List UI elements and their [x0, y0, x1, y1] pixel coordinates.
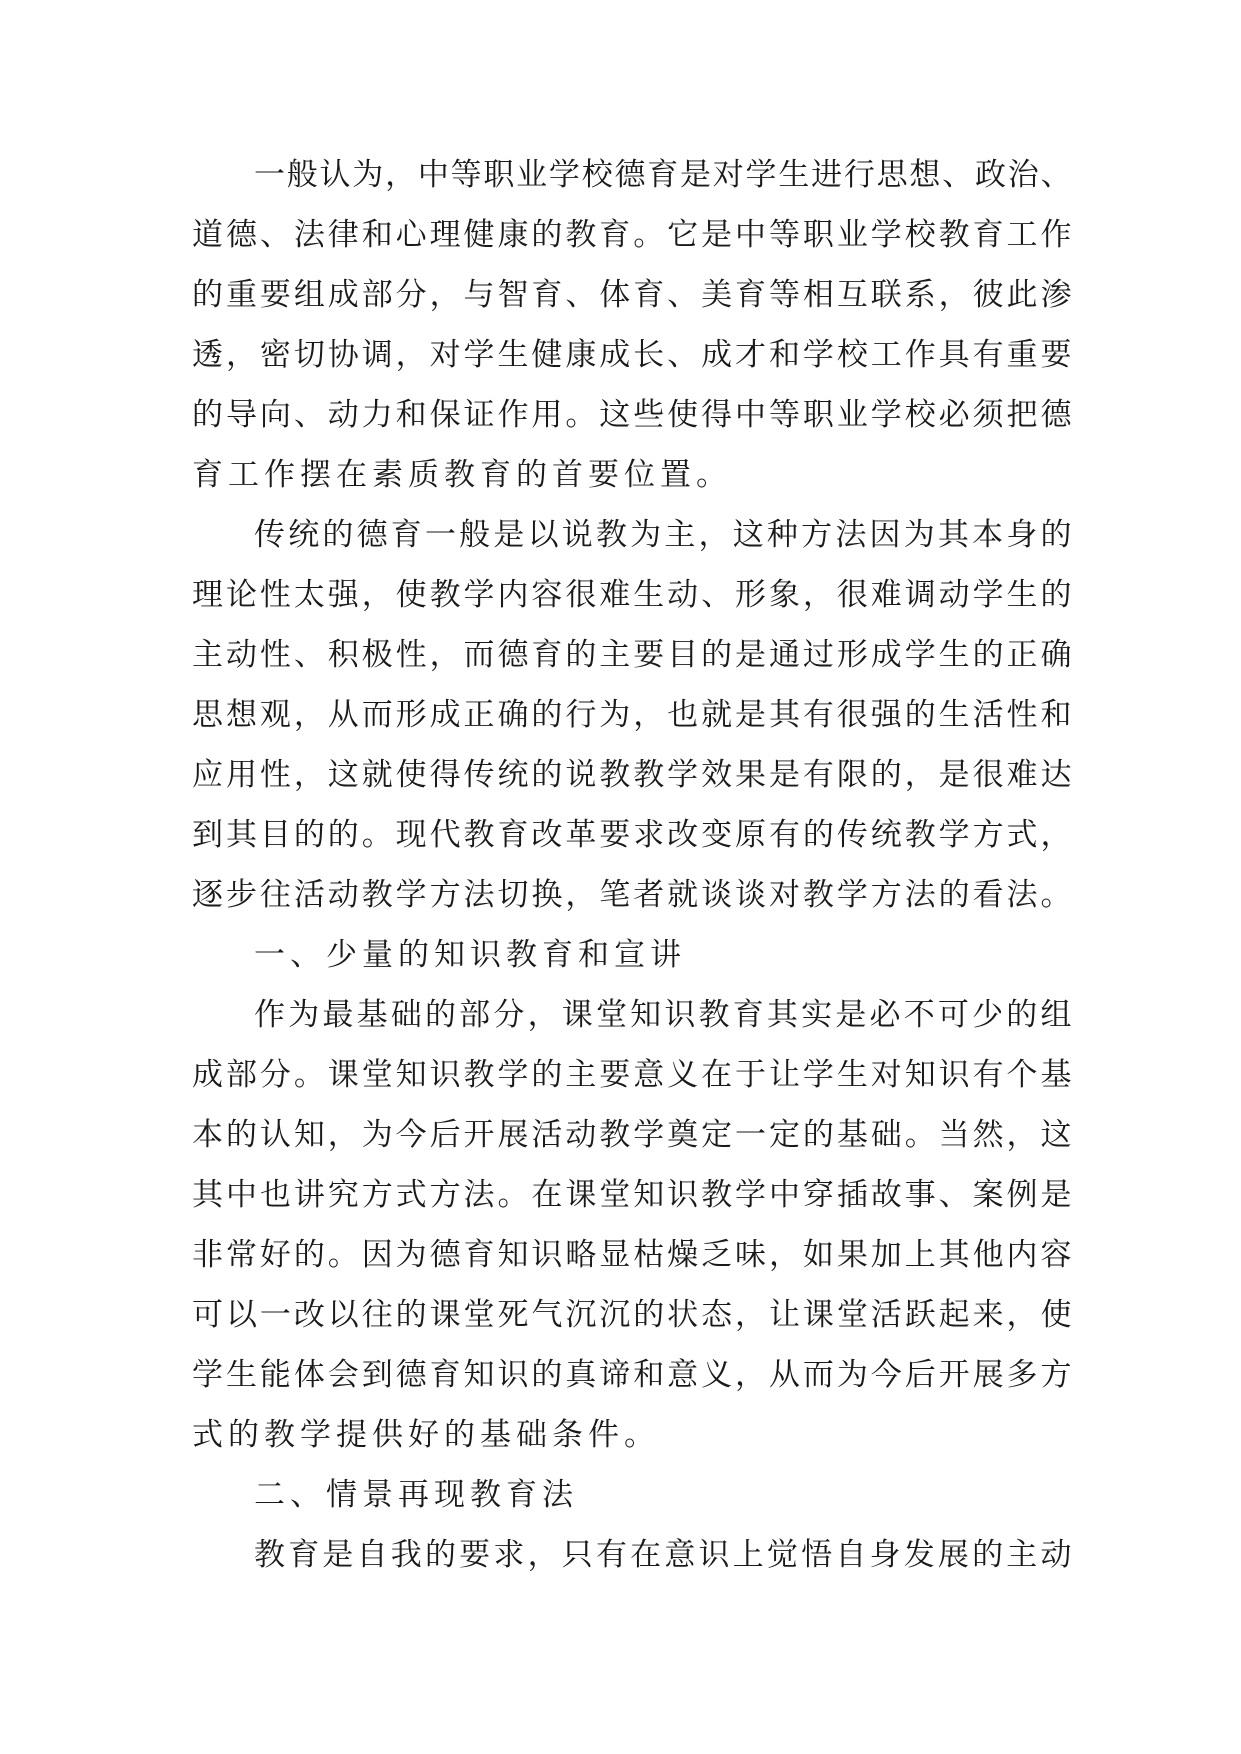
section-heading-1	[192, 925, 1072, 985]
paragraph-2	[192, 505, 1072, 925]
text-line: 一般认为，中等职业学校德育是对学生进行思想、政治、	[254, 157, 1072, 193]
text-line: 应用性，这就使得传统的说教教学效果是有限的，是很难达	[192, 757, 1072, 793]
text-line: 式的教学提供好的基础条件。	[192, 1417, 660, 1453]
text-line: 育工作摆在素质教育的首要位置。	[192, 457, 732, 493]
text-line: 教育是自我的要求，只有在意识上觉悟自身发展的主动	[254, 1537, 1072, 1573]
text-line: 的导向、动力和保证作用。这些使得中等职业学校必须把德	[192, 397, 1072, 433]
text-line: 思想观，从而形成正确的行为，也就是其有很强的生活性和	[192, 697, 1072, 733]
text-line: 的重要组成部分，与智育、体育、美育等相互联系，彼此渗	[192, 277, 1072, 313]
paragraph-4	[192, 1525, 1072, 1585]
text-line: 理论性太强，使教学内容很难生动、形象，很难调动学生的	[192, 577, 1072, 613]
text-line: 主动性、积极性，而德育的主要目的是通过形成学生的正确	[192, 637, 1072, 673]
text-line: 传统的德育一般是以说教为主，这种方法因为其本身的	[254, 517, 1072, 553]
text-line: 作为最基础的部分，课堂知识教育其实是必不可少的组	[254, 997, 1072, 1033]
text-line: 到其目的的。现代教育改革要求改变原有的传统教学方式，	[192, 817, 1072, 853]
heading-text: 二、情景再现教育法	[254, 1477, 578, 1513]
section-heading-2	[192, 1465, 1072, 1525]
paragraph-1	[192, 145, 1072, 505]
text-line: 可以一改以往的课堂死气沉沉的状态，让课堂活跃起来，使	[192, 1297, 1072, 1333]
text-line: 本的认知，为今后开展活动教学奠定一定的基础。当然，这	[192, 1117, 1072, 1153]
heading-text: 一、少量的知识教育和宣讲	[254, 937, 686, 973]
text-line: 逐步往活动教学方法切换，笔者就谈谈对教学方法的看法。	[192, 877, 1072, 913]
text-line: 透，密切协调，对学生健康成长、成才和学校工作具有重要	[192, 337, 1072, 373]
text-line: 成部分。课堂知识教学的主要意义在于让学生对知识有个基	[192, 1057, 1072, 1093]
text-line: 非常好的。因为德育知识略显枯燥乏味，如果加上其他内容	[192, 1237, 1072, 1273]
text-line: 道德、法律和心理健康的教育。它是中等职业学校教育工作	[192, 217, 1072, 253]
text-line: 其中也讲究方式方法。在课堂知识教学中穿插故事、案例是	[192, 1177, 1072, 1213]
paragraph-3	[192, 985, 1072, 1465]
text-line: 学生能体会到德育知识的真谛和意义，从而为今后开展多方	[192, 1357, 1072, 1393]
document-page	[192, 145, 1072, 1585]
